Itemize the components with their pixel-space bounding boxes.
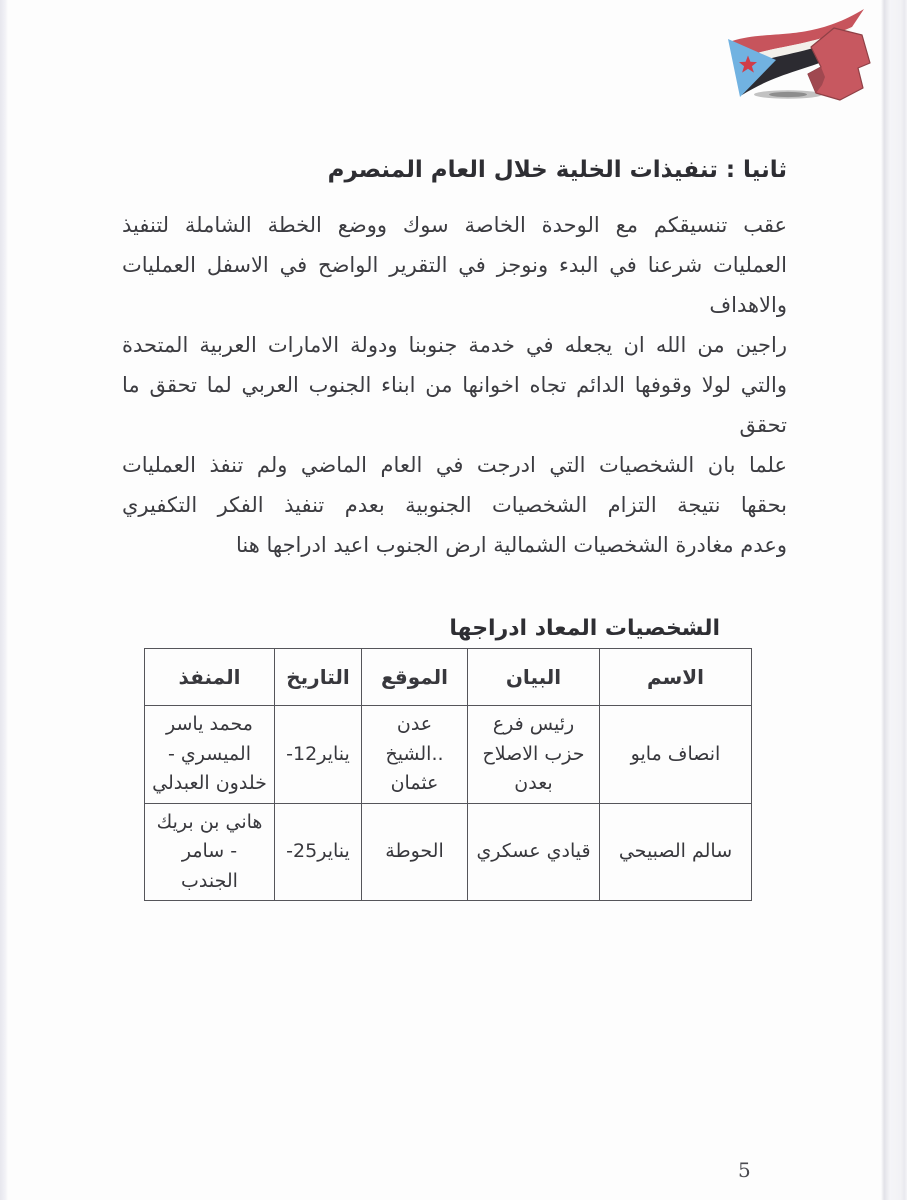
header-description: البيان [468, 649, 600, 706]
cell-name: سالم الصبيحي [600, 804, 752, 901]
paragraph-line: راجين من الله ان يجعله في خدمة جنوبنا ودولة الامارات العربية المتحدة [122, 333, 787, 357]
cell-executor: هاني بن بريك - سامر الجندب [145, 804, 275, 901]
cell-name: انصاف مايو [600, 706, 752, 804]
header-executor: المنفذ [145, 649, 275, 706]
header-name: الاسم [600, 649, 752, 706]
table-row [145, 706, 752, 804]
paragraph-line: عقب تنسيقكم مع الوحدة الخاصة سوك ووضع الخطة الشاملة لتنفيذ [122, 213, 787, 237]
section-heading: ثانيا : تنفيذات الخلية خلال العام المنصرم [327, 157, 787, 183]
logo-shadow [754, 90, 822, 98]
paragraph-line: والاهداف [709, 293, 787, 317]
scan-left-edge [0, 0, 8, 1200]
cell-description: قيادي عسكري [468, 804, 600, 901]
south-yemen-flag-logo [712, 3, 874, 105]
scan-right-edge [881, 0, 907, 1200]
paragraph-line: تحقق [739, 413, 787, 437]
cell-description: رئيس فرع حزب الاصلاح بعدن [468, 706, 600, 804]
body-text [122, 205, 787, 565]
cell-date: -25يناير [275, 804, 362, 901]
cell-location: الحوطة [362, 804, 468, 901]
cell-date: -12يناير [275, 706, 362, 804]
header-date: التاريخ [275, 649, 362, 706]
paragraph-line: بحقها نتيجة التزام الشخصيات الجنوبية بعدم تنفيذ الفكر التكفيري [122, 493, 787, 517]
header-location: الموقع [362, 649, 468, 706]
table-header-row [145, 649, 752, 706]
reinstated-persons-table [144, 648, 752, 901]
paragraph-line: وعدم مغادرة الشخصيات الشمالية ارض الجنوب اعيد ادراجها هنا [236, 533, 787, 557]
cell-executor: محمد ياسر الميسري - خلدون العبدلي [145, 706, 275, 804]
page-number: 5 [738, 1158, 751, 1182]
paragraph-line: والتي لولا وقوفها الدائم تجاه اخوانها من ابناء الجنوب العربي لما تحقق ما [122, 373, 787, 397]
paragraph-line: علما بان الشخصيات التي ادرجت في العام الماضي ولم تنفذ العمليات [122, 453, 787, 477]
cell-location: عدن ..الشيخ عثمان [362, 706, 468, 804]
table-row [145, 804, 752, 901]
paragraph-line: العمليات شرعنا في البدء ونوجز في التقرير الواضح في الاسفل العمليات [122, 253, 787, 277]
table-title: الشخصيات المعاد ادراجها [449, 616, 720, 641]
